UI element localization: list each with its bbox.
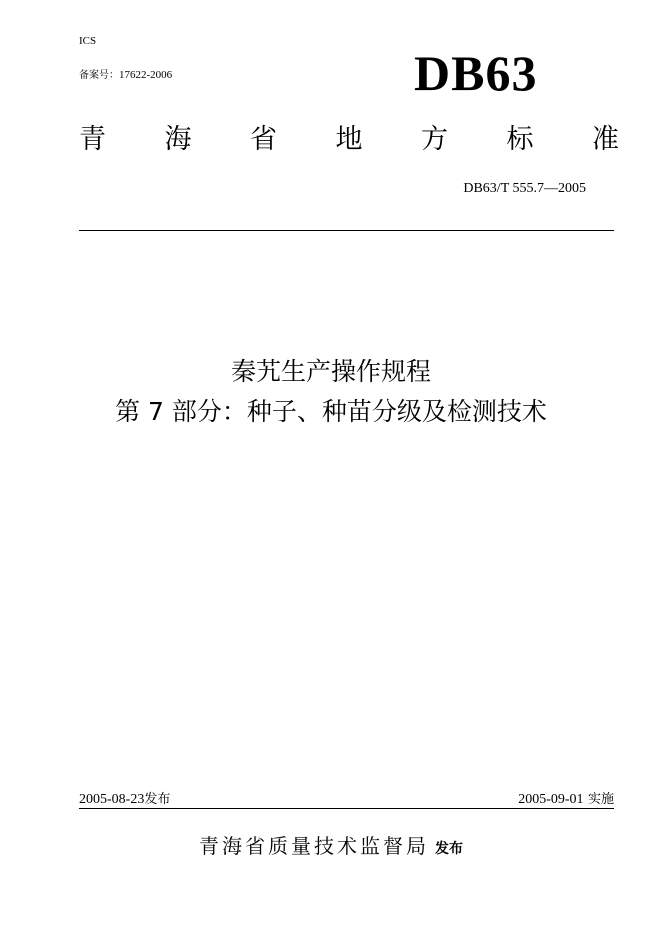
standard-type-char: 准 [592,124,619,155]
document-title [40,352,622,432]
standard-type-heading [79,120,619,160]
header-divider [79,230,614,231]
issued-label: 发布 [435,841,463,857]
filing-label: 备案号： [79,70,119,81]
title-line-2: 第 7 部分：种子、种苗分级及检测技术 [115,397,547,426]
issuer-line [40,832,622,863]
standard-type-char: 方 [421,124,448,155]
standard-type-char: 海 [164,124,192,155]
standard-type-char: 标 [506,124,534,155]
filing-number [79,68,172,83]
standard-type-char: 地 [335,124,363,155]
standard-type-char: 省 [250,124,277,155]
implementation-date-value: 2005-09-01 [518,792,584,807]
footer-divider [79,808,614,809]
standard-type-char: 青 [79,124,106,155]
ics-label: ICS [79,35,97,47]
issue-date [79,790,170,809]
title-line-1: 秦艽生产操作规程 [230,357,431,386]
filing-value: 17622-2006 [119,69,173,81]
issue-date-label: 发布 [144,792,171,807]
standard-number: DB63/T 555.7—2005 [463,181,586,196]
standard-code: DB63 [414,45,538,101]
issue-date-value: 2005-08-23 [79,792,145,807]
implementation-date [518,790,614,809]
implementation-date-label: 实施 [587,792,614,807]
issuing-authority: 青海省质量技术监督局 [199,834,429,858]
